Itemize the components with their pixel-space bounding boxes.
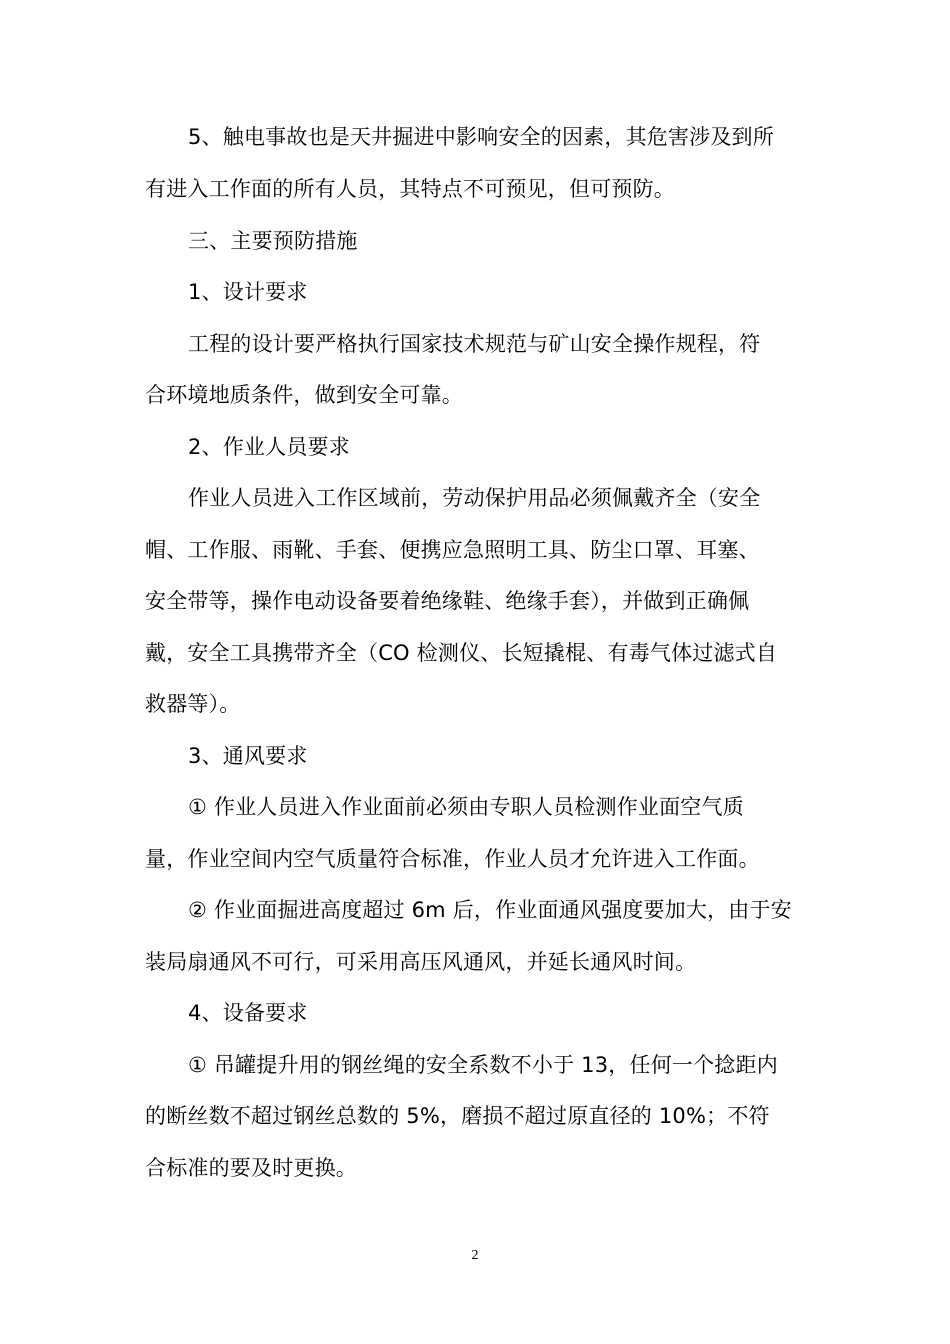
text-line: ① 吊罐提升用的钢丝绳的安全系数不小于 13，任何一个捻距内 [188,1053,778,1077]
text-line: 帽、工作服、雨靴、手套、便携应急照明工具、防尘口罩、耳塞、 [145,538,760,562]
subsection-heading: 2、作业人员要求 [188,435,350,459]
text-line: 救器等）。 [145,692,241,716]
text-line: 工程的设计要严格执行国家技术规范与矿山安全操作规程，符 [188,332,761,356]
text-line: 安全带等，操作电动设备要着绝缘鞋、绝缘手套），并做到正确佩 [145,589,750,613]
text-line: 的断丝数不超过钢丝总数的 5%，磨损不超过原直径的 10%；不符 [145,1104,770,1128]
text-line: 有进入工作面的所有人员，其特点不可预见，但可预防。 [145,177,675,201]
section-heading: 三、主要预防措施 [188,229,358,253]
text-line: 合环境地质条件，做到安全可靠。 [145,383,463,407]
subsection-heading: 4、设备要求 [188,1001,308,1025]
text-line: 合标准的要及时更换。 [145,1156,357,1180]
subsection-heading: 3、通风要求 [188,744,308,768]
text-line: 戴，安全工具携带齐全（CO 检测仪、长短撬棍、有毒气体过滤式自 [145,641,778,665]
text-line: ② 作业面掘进高度超过 6m 后，作业面通风强度要加大，由于安 [188,898,792,922]
text-line: 5、触电事故也是天井掘进中影响安全的因素，其危害涉及到所 [188,125,774,149]
page-number: 2 [471,1248,479,1263]
text-line: ① 作业人员进入作业面前必须由专职人员检测作业面空气质 [188,795,744,819]
subsection-heading: 1、设计要求 [188,280,308,304]
text-line: 量，作业空间内空气质量符合标准，作业人员才允许进入工作面。 [145,847,760,871]
text-line: 装局扇通风不可行，可采用高压风通风，并延长通风时间。 [145,950,697,974]
text-line: 作业人员进入工作区域前，劳动保护用品必须佩戴齐全（安全 [188,486,761,510]
